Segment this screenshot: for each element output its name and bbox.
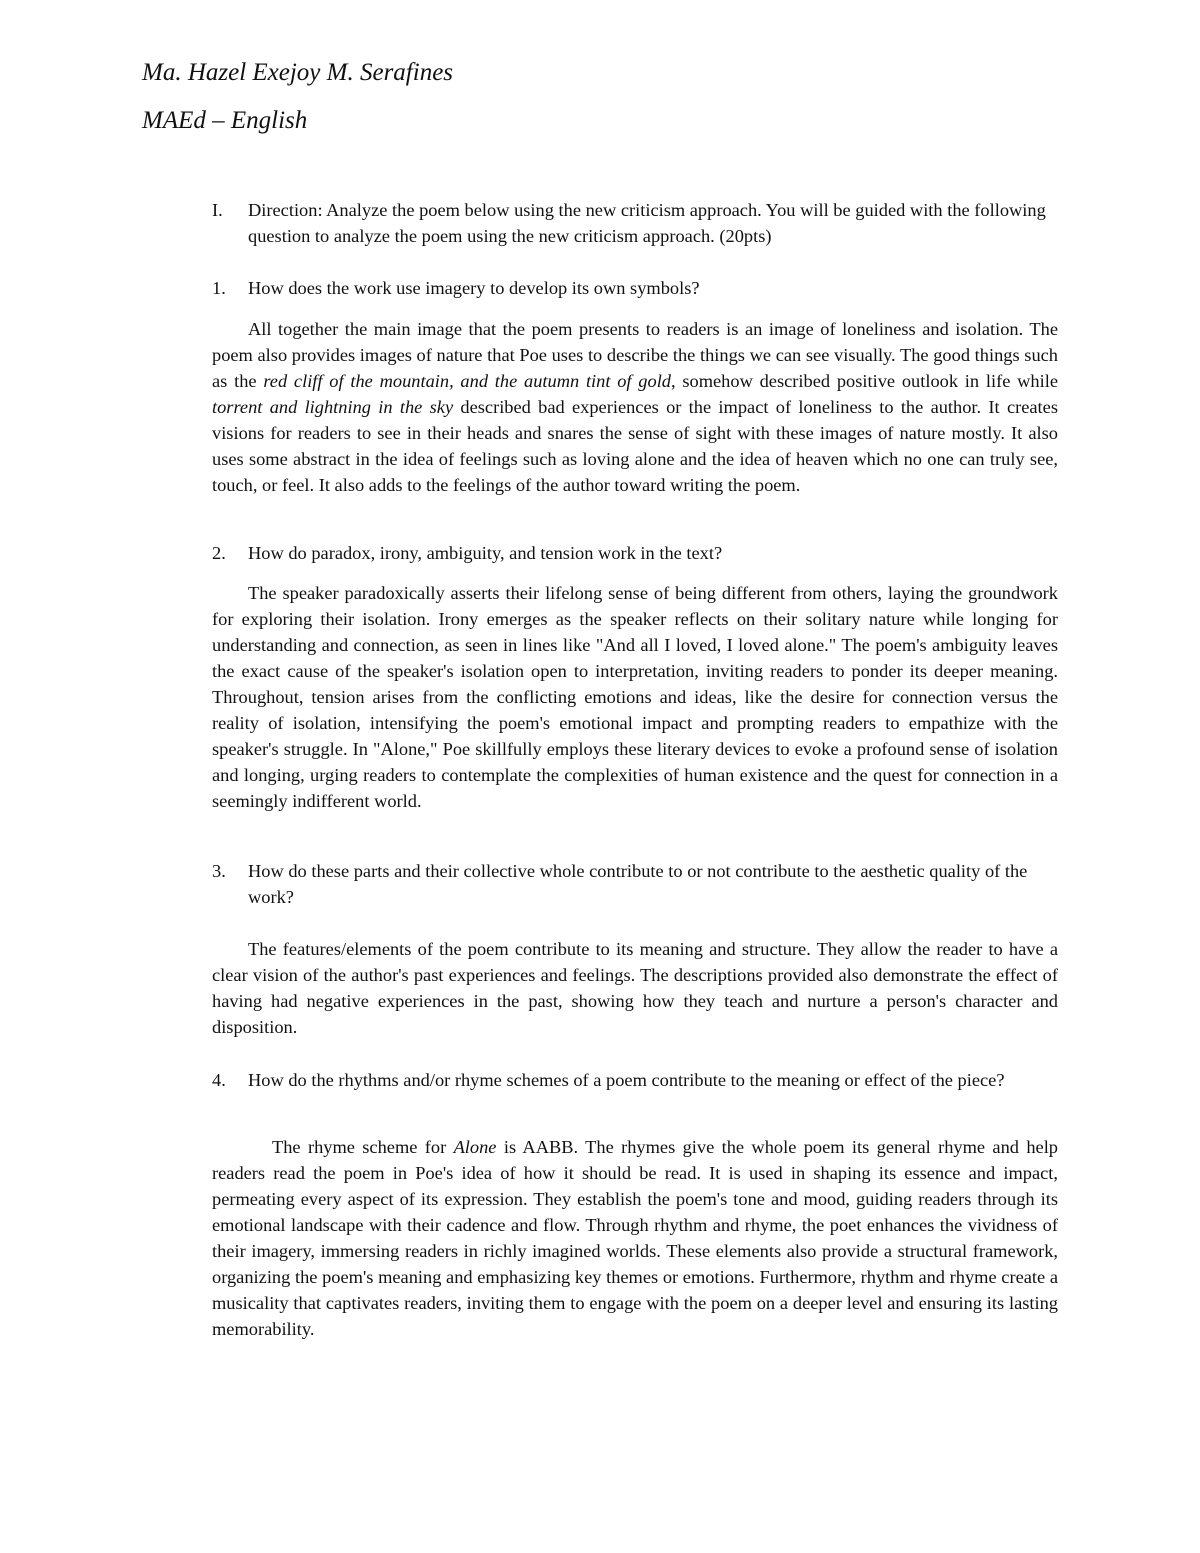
answer-1: [212, 316, 1058, 498]
answer-text: All together the main image that the poem presents to readers is an image of loneliness and isolation. The poem also provides images of nature that Poe uses to describe the things we can see visually. The good things such as the: [212, 319, 1058, 391]
answer-2: The speaker paradoxically asserts their lifelong sense of being different from others, laying the groundwork for exploring their isolation. Irony emerges as the speaker reflects on their solitary nature while longing for understanding and connection, as seen in lines like "And all I loved, I loved alone." The poem's ambiguity leaves the exact cause of the speaker's isolation open to interpretation, inviting readers to ponder its deeper meaning. Throughout, tension arises from the conflicting emotions and ideas, like the desire for connection versus the reality of isolation, intensifying the poem's emotional impact and prompting readers to empathize with the speaker's struggle. In "Alone," Poe skillfully employs these literary devices to evoke a profound sense of isolation and longing, urging readers to contemplate the complexities of human existence and the quest for connection in a seemingly indifferent world.: [212, 583, 1058, 811]
answer-text: described bad experiences or the impact of loneliness to the author. It creates visions for readers to see in their heads and snares the sense of sight with these images of nature mostly. It also uses some abstract in the idea of feelings such as loving alone and the idea of heaven which no one can truly see, touch, or feel. It also adds to the feelings of the author toward writing the poem.: [212, 397, 1058, 495]
answer-emphasis: red cliff of the mountain, and the autumn tint of gold: [263, 371, 671, 391]
question-number: 4.: [212, 1070, 226, 1090]
question-text: How do the rhythms and/or rhyme schemes of a poem contribute to the meaning or effect of the piece?: [248, 1070, 1005, 1090]
question-number: 3.: [212, 861, 226, 881]
question-text: How do paradox, irony, ambiguity, and tension work in the text?: [248, 543, 723, 563]
question-number: 2.: [212, 543, 226, 563]
author-name: Ma. Hazel Exejoy M. Serafines: [142, 59, 454, 86]
question-text: How does the work use imagery to develop its own symbols?: [248, 278, 700, 298]
answer-text: is AABB. The rhymes give the whole poem its general rhyme and help readers read the poem in Poe's idea of how it should be read. It is used in shaping its essence and impact, permeating every aspect of its expression. They establish the poem's tone and mood, guiding readers through its emotional landscape with their cadence and flow. Through rhythm and rhyme, the poet enhances the vividness of their imagery, immersing readers in richly imagined worlds. These elements also provide a structural framework, organizing the poem's meaning and emphasizing key themes or emotions. Furthermore, rhythm and rhyme create a musicality that captivates readers, inviting them to engage with the poem on a deeper level and ensuring its lasting memorability.: [212, 1137, 1059, 1339]
answer-emphasis: Alone: [453, 1137, 497, 1157]
question-3: [212, 858, 1058, 910]
answer-3: The features/elements of the poem contribute to its meaning and structure. They allow the reader to have a clear vision of the author's past experiences and feelings. The descriptions provided also demonstrate the effect of having had negative experiences in the past, showing how they teach and nurture a person's character and disposition.: [212, 939, 1058, 1037]
program-name: MAEd – English: [142, 107, 308, 134]
answer-4: [212, 1134, 1058, 1342]
question-1: [212, 275, 1058, 301]
answer-text: , somehow described positive outlook in life while: [671, 371, 1058, 391]
question-number: 1.: [212, 278, 226, 298]
question-text: How do these parts and their collective whole contribute to or not contribute to the aesthetic quality of the work?: [248, 861, 1028, 907]
direction-item: [212, 197, 1058, 249]
answer-emphasis: torrent and lightning in the sky: [212, 397, 454, 417]
answer-text: The rhyme scheme for: [272, 1137, 454, 1157]
question-2: [212, 540, 1058, 566]
direction-number: I.: [212, 200, 223, 220]
question-4: [212, 1067, 1058, 1093]
direction-text: Direction: Analyze the poem below using the new criticism approach. You will be guided with the following question to analyze the poem using the new criticism approach. (20pts): [248, 200, 1046, 246]
